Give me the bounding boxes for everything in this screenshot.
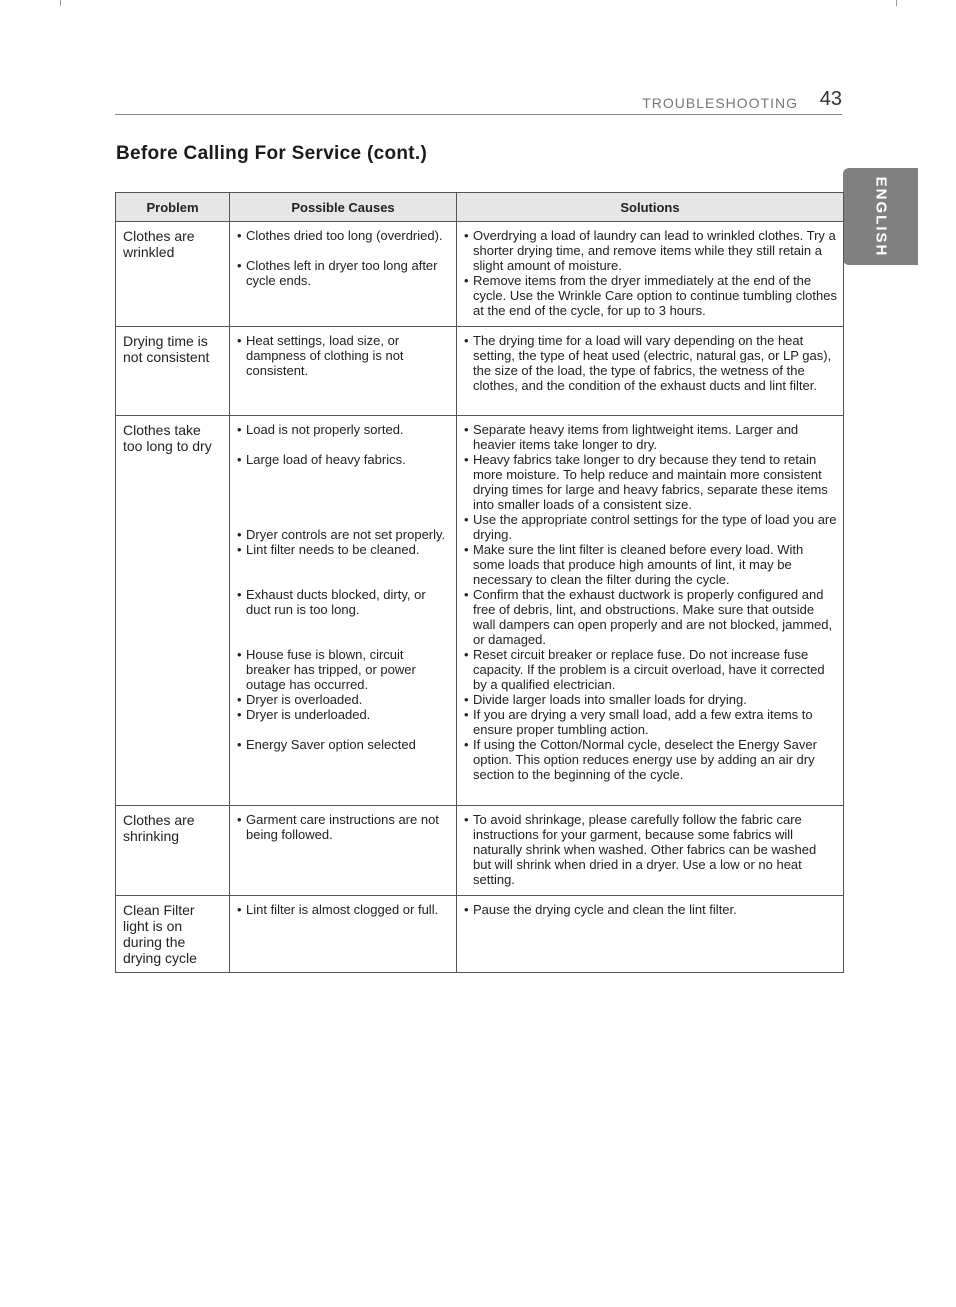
solution-item: • To avoid shrinkage, please carefully follow the fabric care instructions for your garment, because some fabrics will naturally shrink when washed. Other fabrics can be washed but will shrink when dried in a dryer. Use a low or no heat setting. [464,812,837,887]
cause-item: • Garment care instructions are not being followed. [237,812,450,842]
table-row [116,222,844,327]
solution-item: • Divide larger loads into smaller loads for drying. [464,692,837,707]
cause-item: • Dryer controls are not set properly. [237,527,450,542]
cause-item: • House fuse is blown, circuit breaker has tripped, or power outage has occurred. [237,647,450,692]
table-row [116,896,844,973]
cause-item: • Heat settings, load size, or dampness of clothing is not consistent. [237,333,450,378]
problem-cell: Drying time is not consistent [116,327,230,416]
section-label: TROUBLESHOOTING [642,95,798,111]
language-tab [843,168,918,265]
language-tab-label: ENGLISH [872,176,889,257]
causes-cell [230,806,457,896]
solution-item: • Reset circuit breaker or replace fuse. Do not increase fuse capacity. If the problem is a circuit overload, have it corrected by a qualified electrician. [464,647,837,692]
table-body [116,222,844,973]
solution-item: • Make sure the lint filter is cleaned before every load. With some loads that produce high amounts of lint, it may be necessary to clean the filter during the cycle. [464,542,837,587]
cause-item: • Clothes left in dryer too long after cycle ends. [237,258,450,288]
table-row [116,416,844,806]
solution-item: • If using the Cotton/Normal cycle, deselect the Energy Saver option. This option reduces energy use by adding an air dry section to the beginning of the cycle. [464,737,837,782]
cause-item: • Energy Saver option selected [237,737,450,752]
causes-cell [230,896,457,973]
solution-item: • Separate heavy items from lightweight items. Larger and heavier items take longer to dry. [464,422,837,452]
solutions-cell [457,222,844,327]
cause-item: • Load is not properly sorted. [237,422,450,437]
problem-cell: Clean Filter light is on during the drying cycle [116,896,230,973]
solution-item: • Pause the drying cycle and clean the lint filter. [464,902,837,917]
column-header-causes: Possible Causes [230,193,457,222]
solutions-cell [457,416,844,806]
causes-cell [230,327,457,416]
cause-item: • Dryer is overloaded. [237,692,450,707]
crop-mark-right [896,0,897,6]
page-title: Before Calling For Service (cont.) [116,143,428,164]
cause-item: • Clothes dried too long (overdried). [237,228,450,243]
causes-cell [230,416,457,806]
problem-cell: Clothes take too long to dry [116,416,230,806]
table-header-row [116,193,844,222]
solution-item: • Use the appropriate control settings for the type of load you are drying. [464,512,837,542]
cause-item: • Dryer is underloaded. [237,707,450,722]
cause-item: • Lint filter needs to be cleaned. [237,542,450,557]
causes-cell [230,222,457,327]
troubleshooting-table [115,192,844,973]
problem-cell: Clothes are wrinkled [116,222,230,327]
page-number: 43 [819,88,842,110]
solutions-cell [457,327,844,416]
problem-cell: Clothes are shrinking [116,806,230,896]
table-row [116,327,844,416]
solution-item: • Heavy fabrics take longer to dry because they tend to retain more moisture. To help reduce and maintain more consistent drying times for large and heavy fabrics, separate these items into smaller loads of a consistent size. [464,452,837,512]
solution-item: • Remove items from the dryer immediately at the end of the cycle. Use the Wrinkle Care option to continue tumbling clothes at the end of the cycle, for up to 3 hours. [464,273,837,318]
cause-item: • Exhaust ducts blocked, dirty, or duct run is too long. [237,587,450,617]
crop-mark-left [60,0,61,6]
solutions-cell [457,896,844,973]
cause-item: • Lint filter is almost clogged or full. [237,902,450,917]
cause-item: • Large load of heavy fabrics. [237,452,450,467]
table-row [116,806,844,896]
solution-item: • Confirm that the exhaust ductwork is properly configured and free of debris, lint, and obstructions. Make sure that outside wall dampers can open properly and are not blocked, jammed, or damaged. [464,587,837,647]
solutions-cell [457,806,844,896]
solution-item: • The drying time for a load will vary depending on the heat setting, the type of heat used (electric, natural gas, or LP gas), the size of the load, the type of fabrics, the wetness of the clothes, and the condition of the exhaust ducts and lint filter. [464,333,837,393]
column-header-solutions: Solutions [457,193,844,222]
solution-item: • Overdrying a load of laundry can lead to wrinkled clothes. Try a shorter drying time, and remove items while they still retain a slight amount of moisture. [464,228,837,273]
page-header [115,90,842,115]
solution-item: • If you are drying a very small load, add a few extra items to ensure proper tumbling action. [464,707,837,737]
column-header-problem: Problem [116,193,230,222]
